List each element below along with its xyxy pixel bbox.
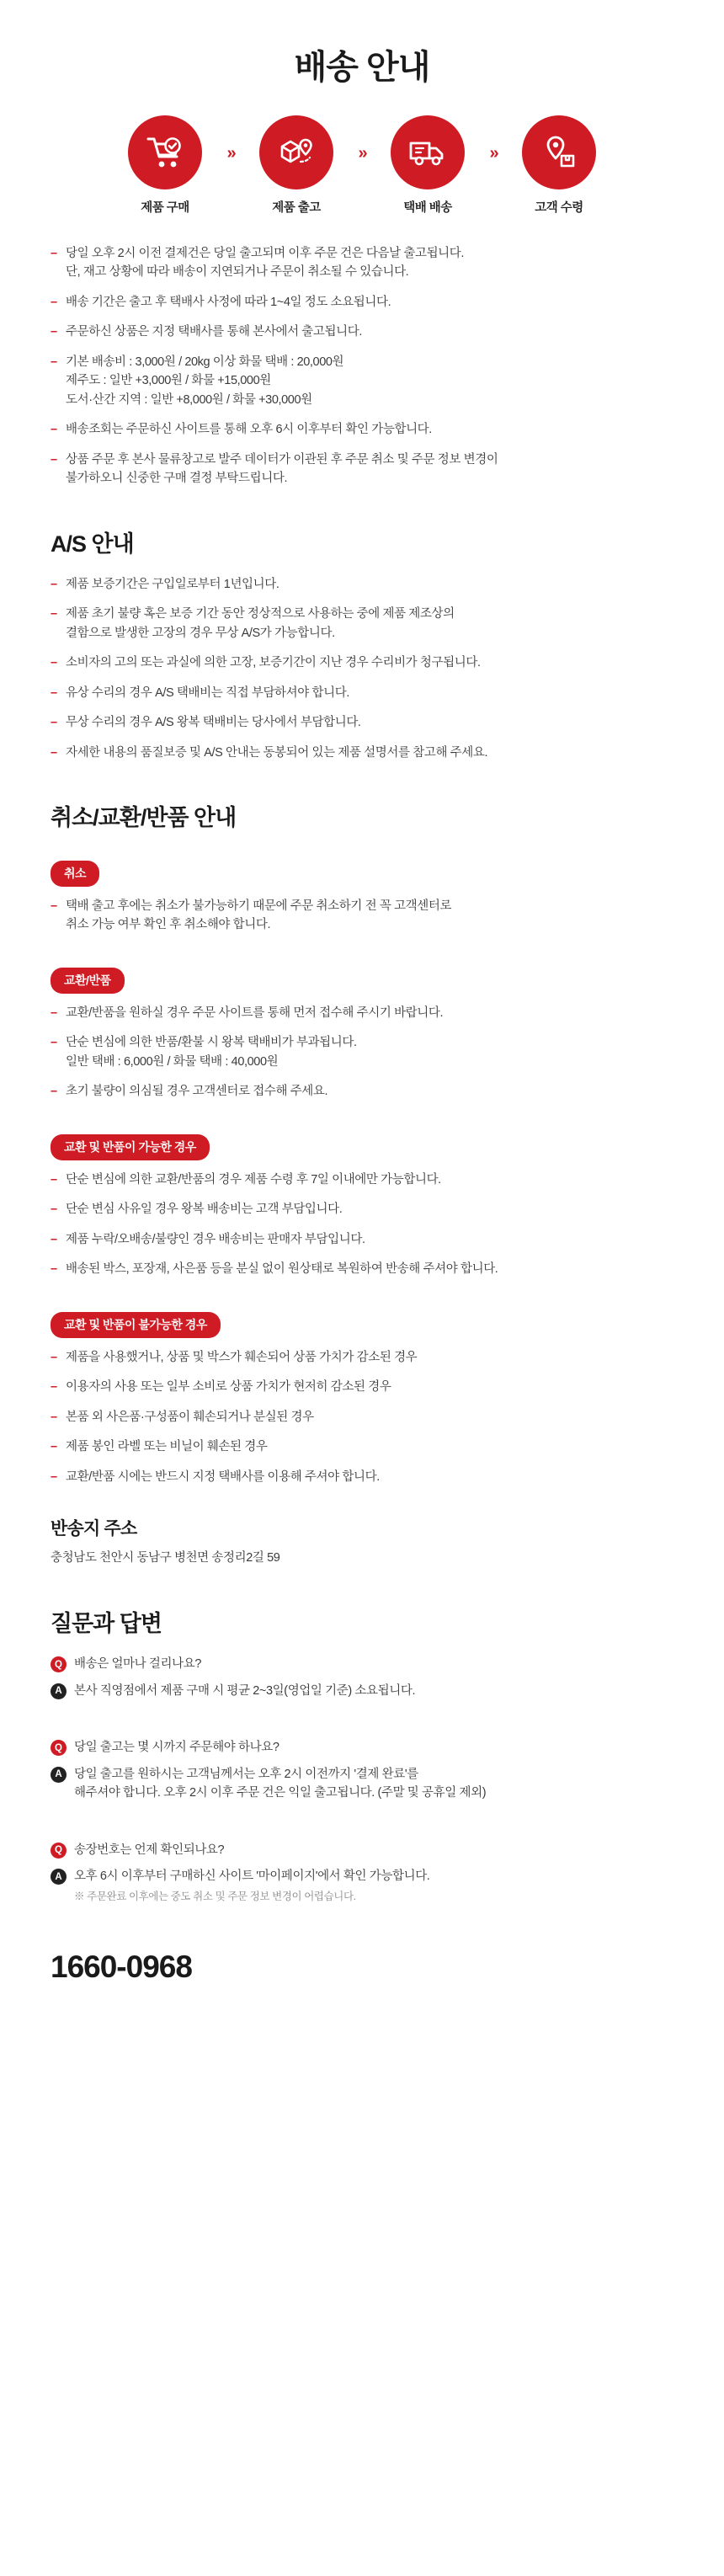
list-item bbox=[51, 653, 673, 672]
faq-item-2 bbox=[51, 1738, 673, 1802]
step-purchase bbox=[114, 115, 216, 216]
step-courier-delivery bbox=[376, 115, 479, 216]
step-shipping-out bbox=[245, 115, 348, 216]
list-item bbox=[51, 451, 673, 488]
step-customer-receipt bbox=[508, 115, 610, 216]
list-item-text: 택배 출고 후에는 취소가 불가능하기 때문에 주문 취소하기 전 꼭 고객센터로 bbox=[66, 899, 452, 913]
exchange-possible-list bbox=[51, 1171, 673, 1279]
exchange-return-list bbox=[51, 1004, 673, 1101]
step-label: 제품 구매 bbox=[141, 201, 189, 215]
step-label: 택배 배송 bbox=[403, 201, 452, 215]
pill-exchange-impossible: 교환 및 반품이 불가능한 경우 bbox=[51, 1312, 221, 1338]
list-item bbox=[51, 897, 673, 935]
return-address-title: 반송지 주소 bbox=[51, 1519, 137, 1539]
faq-question-text: 송장번호는 언제 확인되나요? bbox=[74, 1843, 225, 1857]
step-label: 고객 수령 bbox=[535, 201, 583, 215]
faq-answer-text: 당일 출고를 원하시는 고객님께서는 오후 2시 이전까지 '결제 완료'를 bbox=[74, 1767, 418, 1781]
list-item bbox=[51, 1082, 673, 1101]
return-address-value: 충청남도 천안시 동남구 병천면 송정리2길 59 bbox=[51, 1551, 280, 1565]
list-item bbox=[51, 605, 673, 643]
list-item-subtext: 제주도 : 일반 +3,000원 / 화물 +15,000원 bbox=[66, 374, 271, 388]
list-item-subtext: 불가하오니 신중한 구매 결정 부탁드립니다. bbox=[66, 472, 288, 486]
step-label: 제품 출고 bbox=[272, 201, 321, 215]
list-item bbox=[51, 1033, 673, 1071]
list-item bbox=[51, 1230, 673, 1249]
list-item-subtext: 단, 재고 상황에 따라 배송이 지연되거나 주문이 취소될 수 있습니다. bbox=[66, 265, 409, 280]
list-item-text: 제품 보증기간은 구입일로부터 1년입니다. bbox=[66, 577, 279, 591]
list-item bbox=[51, 1004, 673, 1022]
list-item-text: 제품을 사용했거나, 상품 및 박스가 훼손되어 상품 가치가 감소된 경우 bbox=[66, 1350, 418, 1364]
section-title-cancel-exchange-return: 취소/교환/반품 안내 bbox=[51, 804, 237, 830]
delivery-truck-icon bbox=[391, 115, 465, 189]
list-item bbox=[51, 1378, 673, 1396]
list-item bbox=[51, 684, 673, 702]
faq-question-row bbox=[51, 1655, 673, 1673]
list-item bbox=[51, 293, 673, 312]
shipping-notice-list bbox=[51, 244, 673, 488]
faq-answer-row bbox=[51, 1682, 673, 1700]
list-item-text: 이용자의 사용 또는 일부 소비로 상품 가치가 현저히 감소된 경우 bbox=[66, 1380, 391, 1395]
faq-answer-row bbox=[51, 1867, 673, 1906]
list-item bbox=[51, 713, 673, 732]
list-item-text: 교환/반품을 원하실 경우 주문 사이트를 통해 먼저 접수해 주시기 바랍니다. bbox=[66, 1005, 444, 1020]
question-badge: Q bbox=[51, 1843, 67, 1859]
pill-cancel: 취소 bbox=[51, 861, 99, 887]
faq-question-row bbox=[51, 1738, 673, 1757]
list-item-text: 단순 변심에 의한 교환/반품의 경우 제품 수령 후 7일 이내에만 가능합니다. bbox=[66, 1172, 441, 1187]
list-item-text: 배송조회는 주문하신 사이트를 통해 오후 6시 이후부터 확인 가능합니다. bbox=[66, 423, 432, 437]
list-item-text: 단순 변심 사유일 경우 왕복 배송비는 고객 부담입니다. bbox=[66, 1203, 343, 1217]
faq-answer-row bbox=[51, 1765, 673, 1803]
list-item-subtext-2: 도서·산간 지역 : 일반 +8,000원 / 화물 +30,000원 bbox=[66, 392, 312, 407]
delivery-step-flow bbox=[51, 115, 673, 216]
list-item-text: 교환/반품 시에는 반드시 지정 택배사를 이용해 주셔야 합니다. bbox=[66, 1469, 380, 1484]
pill-exchange-return: 교환/반품 bbox=[51, 968, 125, 994]
customer-service-phone: 1660-0968 bbox=[51, 1949, 192, 1984]
list-item bbox=[51, 1260, 673, 1278]
answer-badge: A bbox=[51, 1767, 67, 1783]
faq-answer-text: 본사 직영점에서 제품 구매 시 평균 2~3일(영업일 기준) 소요됩니다. bbox=[74, 1683, 416, 1698]
list-item-text: 제품 누락/오배송/불량인 경우 배송비는 판매자 부담입니다. bbox=[66, 1232, 365, 1246]
list-item-text: 초기 불량이 의심될 경우 고객센터로 접수해 주세요. bbox=[66, 1085, 328, 1099]
list-item bbox=[51, 244, 673, 282]
list-item bbox=[51, 420, 673, 439]
step-separator-3: » bbox=[489, 144, 498, 163]
list-item-text: 당일 오후 2시 이전 결제건은 당일 출고되며 이후 주문 건은 다음날 출고됩니다. bbox=[66, 247, 465, 260]
list-item-subtext: 취소 가능 여부 확인 후 취소해야 합니다. bbox=[66, 918, 271, 932]
list-item-subtext: 결함으로 발생한 고장의 경우 무상 A/S가 가능합니다. bbox=[66, 626, 335, 640]
faq-answer-note: ※ 주문완료 이후에는 중도 취소 및 주문 정보 변경이 어렵습니다. bbox=[74, 1891, 356, 1903]
section-title-faq: 질문과 답변 bbox=[51, 1611, 162, 1637]
list-item-text: 제품 봉인 라벨 또는 비닐이 훼손된 경우 bbox=[66, 1440, 268, 1454]
question-badge: Q bbox=[51, 1656, 67, 1672]
list-item-text: 상품 주문 후 본사 물류창고로 발주 데이터가 이관된 후 주문 취소 및 주문 정보 변경이 bbox=[66, 452, 498, 467]
list-item bbox=[51, 1348, 673, 1367]
faq-answer-text-2: 해주셔야 합니다. 오후 2시 이후 주문 건은 익일 출고됩니다. (주말 및 공휴일 제외) bbox=[74, 1786, 487, 1800]
list-item bbox=[51, 744, 673, 762]
step-separator-1: » bbox=[226, 144, 235, 163]
list-item bbox=[51, 1468, 673, 1486]
list-item-text: 유상 수리의 경우 A/S 택배비는 직접 부담하셔야 합니다. bbox=[66, 685, 349, 700]
list-item-text: 배송된 박스, 포장재, 사은품 등을 분실 없이 원상태로 복원하여 반송해 주셔야 합니다. bbox=[66, 1262, 498, 1277]
faq-question-text: 당일 출고는 몇 시까지 주문해야 하나요? bbox=[74, 1741, 279, 1755]
cancel-list bbox=[51, 897, 673, 935]
faq-answer-text: 오후 6시 이후부터 구매하신 사이트 '마이페이지'에서 확인 가능합니다. bbox=[74, 1869, 430, 1883]
list-item-text: 제품 초기 불량 혹은 보증 기간 동안 정상적으로 사용하는 중에 제품 제조상의 bbox=[66, 607, 455, 621]
exchange-impossible-list bbox=[51, 1348, 673, 1486]
faq-answer-block bbox=[74, 1867, 429, 1906]
list-item-text: 단순 변심에 의한 반품/환불 시 왕복 택배비가 부과됩니다. bbox=[66, 1036, 357, 1050]
list-item-text: 본품 외 사은품·구성품이 훼손되거나 분실된 경우 bbox=[66, 1410, 314, 1424]
list-item bbox=[51, 1200, 673, 1219]
pill-exchange-possible: 교환 및 반품이 가능한 경우 bbox=[51, 1134, 210, 1160]
section-title-as: A/S 안내 bbox=[51, 531, 134, 557]
list-item bbox=[51, 353, 673, 409]
map-pin-box-icon bbox=[522, 115, 596, 189]
list-item bbox=[51, 1408, 673, 1427]
page-title: 배송 안내 bbox=[294, 49, 430, 86]
faq-question-text: 배송은 얼마나 걸리나요? bbox=[74, 1657, 201, 1672]
box-location-icon bbox=[259, 115, 333, 189]
list-item-text: 무상 수리의 경우 A/S 왕복 택배비는 당사에서 부담합니다. bbox=[66, 716, 361, 730]
faq-item-3 bbox=[51, 1841, 673, 1906]
list-item-text: 주문하신 상품은 지정 택배사를 통해 본사에서 출고됩니다. bbox=[66, 325, 362, 339]
list-item bbox=[51, 575, 673, 594]
faq-answer-block bbox=[74, 1765, 486, 1803]
answer-badge: A bbox=[51, 1683, 67, 1699]
cart-check-icon bbox=[128, 115, 202, 189]
faq-question-row bbox=[51, 1841, 673, 1859]
list-item bbox=[51, 323, 673, 341]
list-item-text: 소비자의 고의 또는 과실에 의한 고장, 보증기간이 지난 경우 수리비가 청구됩니다. bbox=[66, 656, 481, 670]
list-item bbox=[51, 1171, 673, 1189]
list-item-text: 자세한 내용의 품질보증 및 A/S 안내는 동봉되어 있는 제품 설명서를 참고해 주세요. bbox=[66, 745, 488, 760]
list-item-text: 기본 배송비 : 3,000원 / 20kg 이상 화물 택배 : 20,000원 bbox=[66, 355, 344, 369]
step-separator-2: » bbox=[358, 144, 366, 163]
question-badge: Q bbox=[51, 1740, 67, 1756]
answer-badge: A bbox=[51, 1869, 67, 1885]
faq-item-1 bbox=[51, 1655, 673, 1700]
list-item-subtext: 일반 택배 : 6,000원 / 화물 택배 : 40,000원 bbox=[66, 1054, 279, 1069]
as-notice-list bbox=[51, 575, 673, 762]
list-item-text: 배송 기간은 출고 후 택배사 사정에 따라 1~4일 정도 소요됩니다. bbox=[66, 295, 391, 309]
list-item bbox=[51, 1437, 673, 1456]
